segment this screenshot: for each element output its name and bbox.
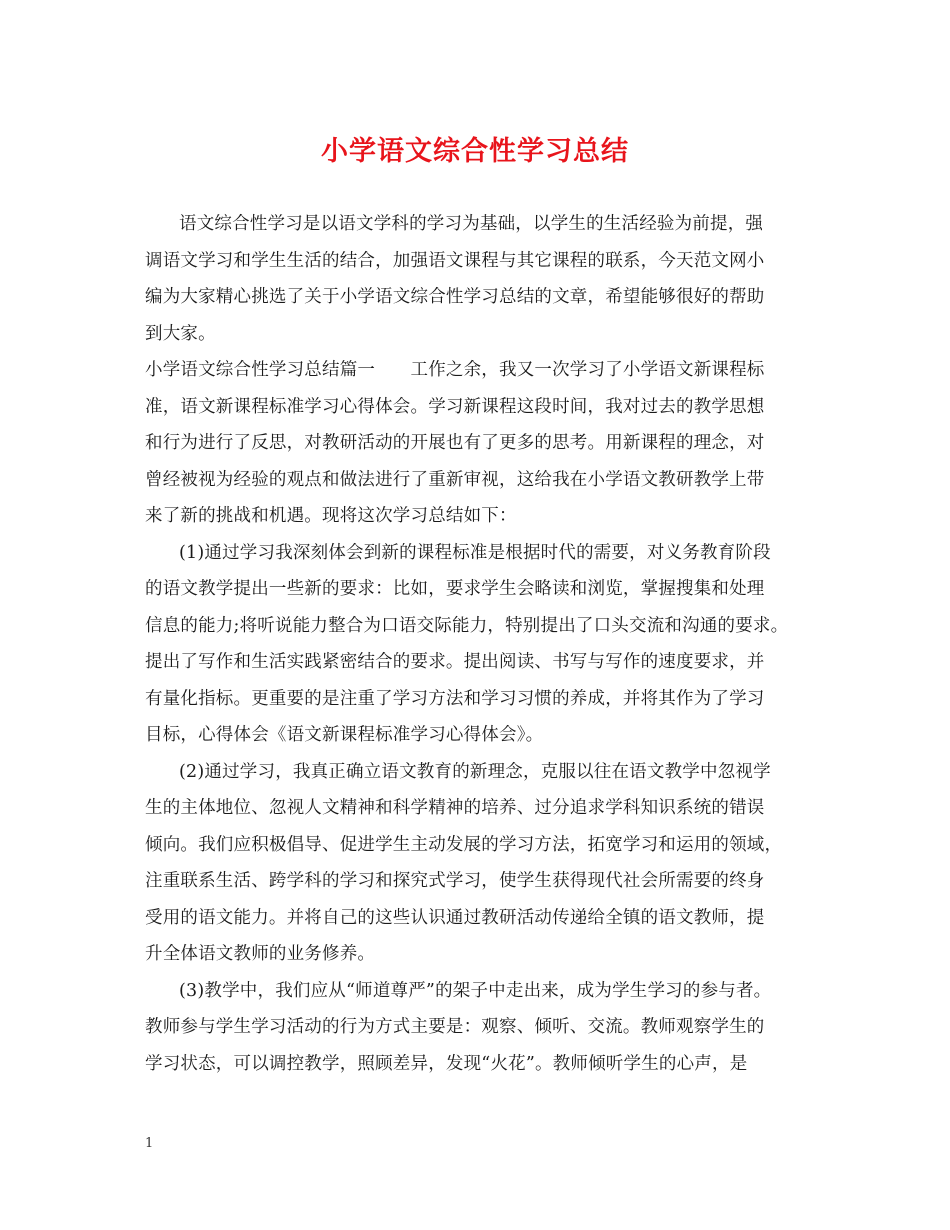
text-line: 生的主体地位、忽视人文精神和科学精神的培养、过分追求学科知识系统的错误 [145, 798, 765, 818]
text-line: 信息的能力;将听说能力整合为口语交际能力，特别提出了口头交流和沟通的要求。 [145, 615, 789, 636]
text-line: 学习状态，可以调控教学，照顾差异，发现“火花”。教师倾听学生的心声，是 [145, 1053, 748, 1074]
text-line: 来了新的挑战和机遇。现将这次学习总结如下： [145, 506, 517, 526]
text-line: 升全体语文教师的业务修养。 [145, 944, 376, 964]
text-line: (3)教学中，我们应从“师道尊严”的架子中走出来，成为学生学习的参与者。 [179, 980, 772, 1001]
text-line: 到大家。 [145, 323, 216, 344]
text-line: 语文综合性学习是以语文学科的学习为基础，以学生的生活经验为前提，强 [179, 214, 764, 234]
text-line: 和行为进行了反思，对教研活动的开展也有了更多的思考。用新课程的理念，对 [145, 433, 765, 453]
text-line: 准，语文新课程标准学习心得体会。学习新课程这段时间，我对过去的教学思想 [145, 396, 765, 417]
text-line: 受用的语文能力。并将自己的这些认识通过教研活动传递给全镇的语文教师，提 [145, 907, 765, 928]
text-line: 编为大家精心挑选了关于小学语文综合性学习总结的文章，希望能够很好的帮助 [145, 287, 765, 307]
text-line: 提出了写作和生活实践紧密结合的要求。提出阅读、书写与写作的速度要求，并 [145, 652, 765, 672]
text-line: 教师参与学生学习活动的行为方式主要是：观察、倾听、交流。教师观察学生的 [145, 1017, 765, 1037]
document-body [145, 206, 825, 1082]
page-number: 1 [145, 1136, 154, 1151]
text-line: 有量化指标。更重要的是注重了学习方法和学习习惯的养成，并将其作为了学习 [145, 688, 765, 709]
text-line: 倾向。我们应积极倡导、促进学生主动发展的学习方法，拓宽学习和运用的领域， [145, 834, 783, 855]
text-line: 注重联系生活、跨学科的学习和探究式学习，使学生获得现代社会所需要的终身 [145, 871, 765, 891]
text-line: 目标，心得体会《语文新课程标准学习心得体会》。 [145, 725, 544, 745]
text-line: 曾经被视为经验的观点和做法进行了重新审视，这给我在小学语文教研教学上带 [145, 469, 765, 490]
text-line: 小学语文综合性学习总结篇一 工作之余，我又一次学习了小学语文新课程标 [145, 360, 765, 380]
text-line: 的语文教学提出一些新的要求：比如，要求学生会略读和浏览，掌握搜集和处理 [145, 579, 765, 599]
text-line: 调语文学习和学生生活的结合，加强语文课程与其它课程的联系，今天范文网小 [145, 250, 765, 271]
text-line: (1)通过学习我深刻体会到新的课程标准是根据时代的需要，对义务教育阶段 [179, 542, 771, 563]
document-title: 小学语文综合性学习总结 [321, 136, 629, 167]
text-line: (2)通过学习，我真正确立语文教育的新理念，克服以往在语文教学中忽视学 [179, 761, 771, 782]
